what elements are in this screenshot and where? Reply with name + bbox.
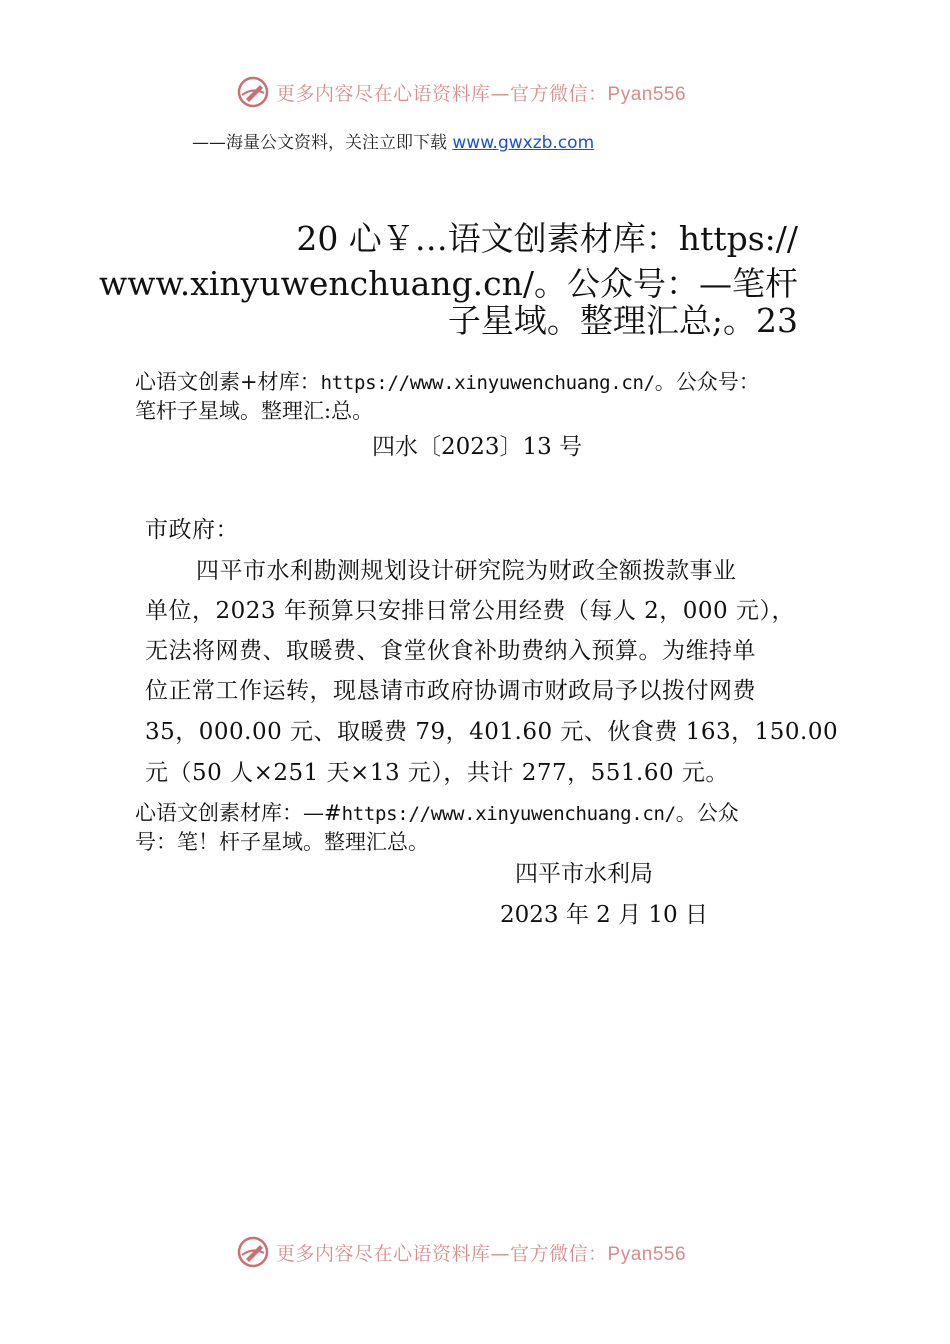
download-link[interactable]: www.gwxzb.com: [452, 133, 595, 153]
banner-text: [276, 79, 686, 106]
big-title-line-1: 20 心￥…语文创素材库：https://: [296, 219, 798, 258]
body-line-3: 无法将网费、取暖费、食堂伙食补助费纳入预算。为维持单: [145, 638, 756, 664]
signature-org: 四平市水利局: [515, 861, 653, 887]
document-number: 四水〔2023〕13 号: [372, 434, 583, 460]
footer-banner-text-cn: 更多内容尽在心语资料库—官方微信：: [276, 1242, 608, 1265]
big-title-line-2: www.xinyuwenchuang.cn/。公众号：—笔杆: [98, 264, 798, 303]
banner-wechat-id: Pyan556: [607, 83, 687, 105]
footer-wechat-id: Pyan556: [607, 1243, 687, 1265]
header-banner: [236, 74, 686, 110]
subheader: [192, 128, 594, 153]
big-title-line-3: 子星域。整理汇总;。23: [447, 301, 798, 340]
watermark-line-1: 心语文创素+材库：https://www.xinyuwenchuang.cn/。公众号：: [135, 370, 760, 394]
body-line-5: 35，000.00 元、取暖费 79，401.60 元、伙食费 163，150.00: [145, 719, 839, 745]
signature-date: 2023 年 2 月 10 日: [500, 902, 708, 928]
watermark-url: https://www.xinyuwenchuang.cn/: [320, 372, 655, 394]
body-line-4: 位正常工作运转，现恳请市政府协调市财政局予以拨付网费: [145, 678, 756, 704]
body-line-1: 四平市水利勘测规划设计研究院为财政全额拨款事业: [196, 558, 737, 584]
footer-banner: [236, 1234, 686, 1270]
footer-banner-text: [276, 1239, 686, 1266]
watermark-line-1b: 笔杆子星域。整理汇:总。: [135, 399, 374, 423]
addressee: 市政府：: [145, 517, 239, 543]
pen-logo-icon: [236, 1235, 270, 1269]
body-line-2: 单位，2023 年预算只安排日常公用经费（每人 2，000 元），: [145, 598, 795, 624]
subheader-text: ——海量公文资料，关注立即下载: [192, 133, 453, 153]
banner-text-cn: 更多内容尽在心语资料库—官方微信：: [276, 82, 608, 105]
watermark-line-2: 心语文创素材库：—#https://www.xinyuwenchuang.cn/。公众: [135, 801, 739, 825]
watermark-line-2b: 号：笔！杆子星域。整理汇总。: [135, 830, 429, 854]
body-line-6: 元（50 人×251 天×13 元），共计 277，551.60 元。: [145, 760, 729, 786]
pen-logo-icon: [236, 75, 270, 109]
watermark-url-2: https://www.xinyuwenchuang.cn/: [341, 803, 676, 825]
